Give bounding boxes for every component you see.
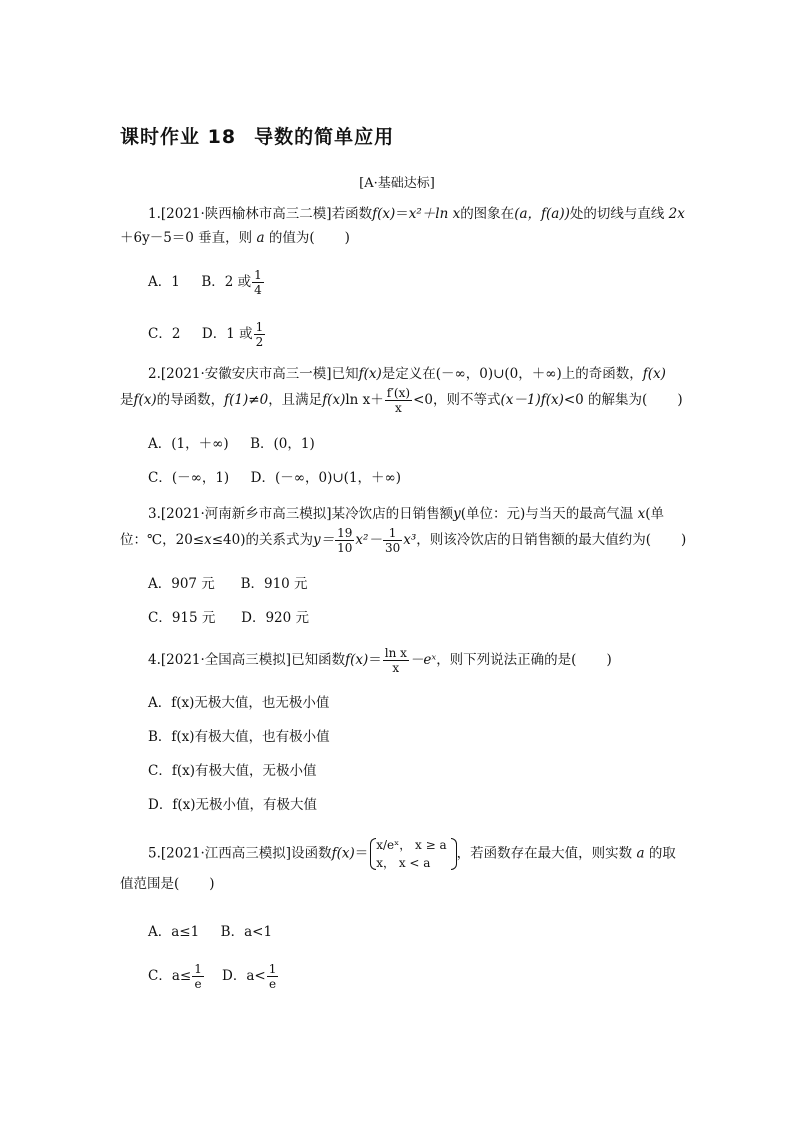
q1-options-row1: A．1 B．2 或 $\frac{1}{4}$ bbox=[148, 268, 262, 297]
q4-option-d: D．f(x)无极小值，有极大值 bbox=[148, 797, 317, 813]
q5-options-row2: C．a≤ $\frac{1}{e}$ D．a< $\frac{1}{e}$ bbox=[148, 962, 277, 991]
page-title: 课时作业 18 导数的简单应用 bbox=[120, 126, 395, 148]
q2-options-row1: A．(1，＋∞) B．(0，1) bbox=[148, 436, 315, 452]
section-label: [A·基础达标] bbox=[359, 176, 435, 191]
question-1: 1.[2021·陕西榆林市高三二模]若函数f(x)＝x²＋ln x的图象在(a，f(a))处的切线与直线 2x ＋6y－5＝0 垂直，则 a 的值为( ) bbox=[120, 206, 685, 246]
question-5: 5.[2021·江西高三模拟]设函数f(x)＝ x/eˣ， x ≥ a x， x < a ，若函数存在最大值，则实数 a 的取 值范围是( ) bbox=[120, 838, 676, 892]
q4-option-c: C．f(x)有极大值，无极小值 bbox=[148, 763, 317, 779]
q4-option-b: B．f(x)有极大值，也有极小值 bbox=[148, 729, 330, 745]
question-2: 2.[2021·安徽安庆市高三一模]已知f(x)是定义在(－∞，0)∪(0，＋∞)上的奇函数，f(x) 是f(x)的导函数，f(1)≠0，且满足f(x)ln x＋ $\frac{f'(x)}{x}$ <0，则不等式(x－1)f(x)<0 的解集为( ) bbox=[120, 366, 683, 415]
q1-options-row2: C．2 D．1 或 $\frac{1}{2}$ bbox=[148, 320, 264, 349]
q5-options-row1: A．a≤1 B．a<1 bbox=[148, 924, 273, 940]
question-4: 4.[2021·全国高三模拟]已知函数f(x)＝ $\frac{\text{ln x}}{x}$ －eˣ，则下列说法正确的是( ) bbox=[148, 646, 612, 675]
q3-options-row2: C．915 元 D．920 元 bbox=[148, 610, 310, 626]
question-3: 3.[2021·河南新乡市高三模拟]某冷饮店的日销售额y(单位：元)与当天的最高气温 x(单 位：℃，20≤x≤40)的关系式为y＝ $\frac{19}{10}$ x²－ $\frac{1}{30}$ x³，则该冷饮店的日销售额的最大值约为( ) bbox=[120, 506, 687, 555]
q2-options-row2: C．(－∞，1) D．(－∞，0)∪(1，＋∞) bbox=[148, 470, 402, 486]
q4-option-a: A．f(x)无极大值，也无极小值 bbox=[148, 695, 330, 711]
q3-options-row1: A．907 元 B．910 元 bbox=[148, 576, 308, 592]
piecewise-function: x/eˣ， x ≥ a x， x < a bbox=[370, 836, 456, 872]
